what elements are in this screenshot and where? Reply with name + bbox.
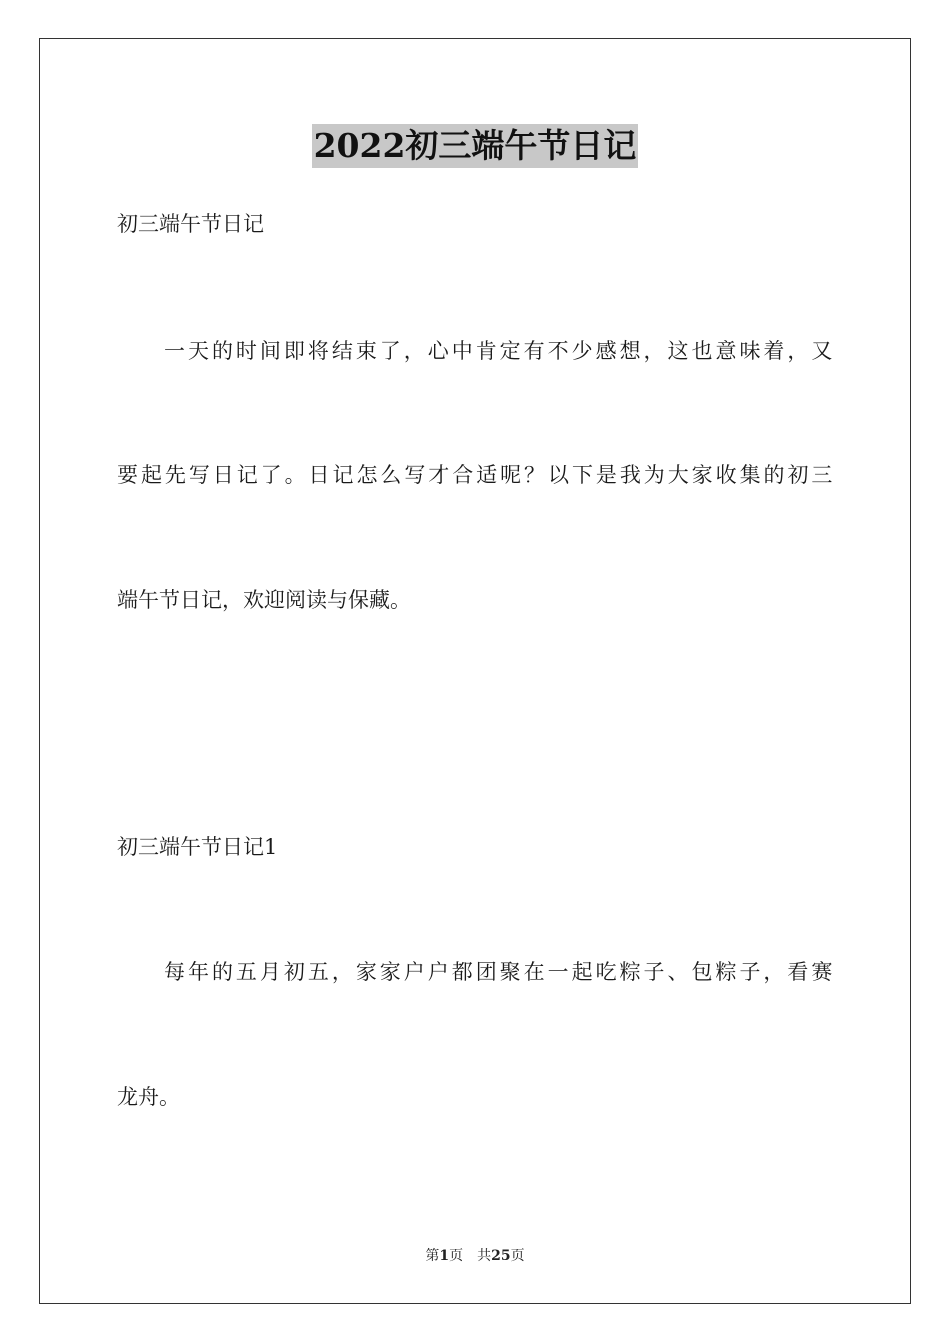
section-paragraph-line-1: 每年的五月初五，家家户户都团聚在一起吃粽子、包粽子，看赛 (164, 960, 833, 984)
title-container (0, 124, 950, 168)
footer-page-prefix: 第 (425, 1248, 440, 1264)
document-subtitle: 初三端午节日记 (117, 212, 264, 236)
intro-paragraph-line-3: 端午节日记，欢迎阅读与保藏。 (117, 588, 411, 612)
footer-page-suffix: 页 (449, 1248, 464, 1264)
intro-paragraph-line-1: 一天的时间即将结束了，心中肯定有不少感想，这也意味着，又 (164, 339, 833, 363)
footer-total-pages: 25 (491, 1248, 511, 1264)
section-paragraph-line-2: 龙舟。 (117, 1085, 180, 1109)
footer-total-suffix: 页 (510, 1248, 525, 1264)
document-title: 2022初三端午节日记 (312, 124, 639, 168)
intro-paragraph-line-2: 要起先写日记了。日记怎么写才合适呢？以下是我为大家收集的初三 (117, 463, 833, 487)
page-footer (0, 1246, 950, 1266)
section-heading: 初三端午节日记1 (117, 835, 278, 859)
footer-page-number: 1 (439, 1248, 450, 1264)
footer-total-prefix: 共 (477, 1248, 492, 1264)
